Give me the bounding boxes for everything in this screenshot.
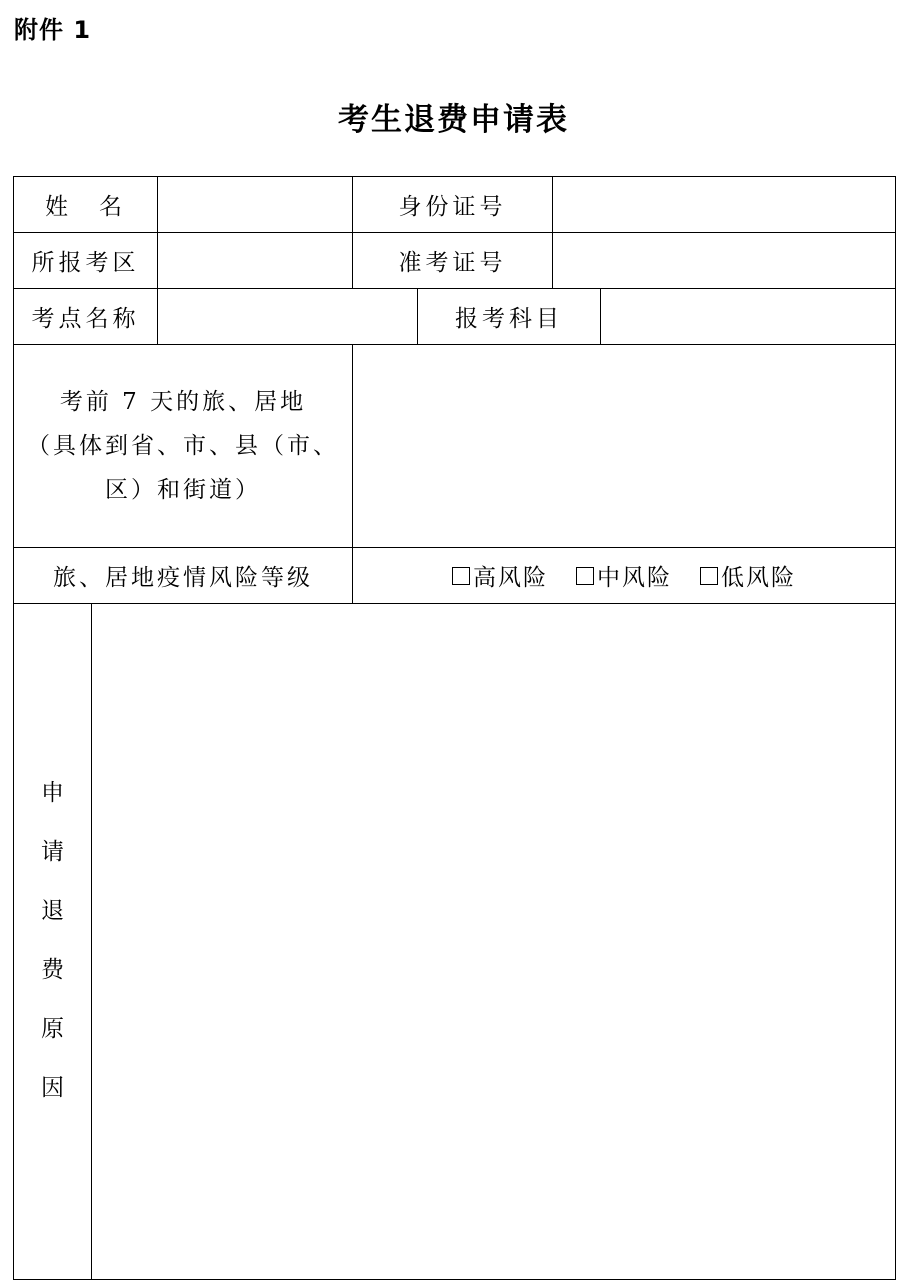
travel-history-line: 考前 7 天的旅、居地 xyxy=(59,389,307,415)
high-risk-label: 高风险 xyxy=(473,565,548,591)
id-number-label: 身份证号 xyxy=(398,194,507,220)
exam-area-field[interactable] xyxy=(158,233,352,288)
travel-history-line: （具体到省、市、县（市、 xyxy=(27,433,339,459)
exam-site-label: 考点名称 xyxy=(31,306,140,332)
refund-reason-char: 申 xyxy=(41,780,64,806)
risk-option-high[interactable] xyxy=(452,559,548,592)
risk-level-options xyxy=(353,548,895,603)
form-title: 考生退费申请表 xyxy=(338,102,569,138)
table-border-right xyxy=(895,176,896,1280)
travel-history-field[interactable] xyxy=(353,345,895,547)
refund-reason-char: 请 xyxy=(41,839,64,865)
refund-reason-field[interactable] xyxy=(92,604,895,1279)
id-number-field[interactable] xyxy=(553,177,895,232)
refund-reason-char: 因 xyxy=(41,1075,64,1101)
refund-reason-char: 退 xyxy=(41,898,64,924)
risk-option-low[interactable] xyxy=(700,559,796,592)
refund-reason-char: 原 xyxy=(41,1016,64,1042)
exam-site-field[interactable] xyxy=(158,289,417,344)
name-label: 姓 名 xyxy=(45,194,126,220)
low-risk-label: 低风险 xyxy=(721,565,796,591)
refund-reason-char: 费 xyxy=(41,957,64,983)
low-risk-checkbox[interactable] xyxy=(700,567,718,585)
travel-history-label xyxy=(14,345,352,547)
admission-ticket-label: 准考证号 xyxy=(398,250,507,276)
exam-area-label: 所报考区 xyxy=(31,250,140,276)
refund-reason-label xyxy=(14,764,91,1124)
name-field[interactable] xyxy=(158,177,352,232)
attachment-label: 附件 1 xyxy=(14,16,92,44)
exam-subject-field[interactable] xyxy=(601,289,895,344)
risk-level-label: 旅、居地疫情风险等级 xyxy=(53,565,313,591)
risk-option-medium[interactable] xyxy=(576,559,672,592)
admission-ticket-field[interactable] xyxy=(553,233,895,288)
high-risk-checkbox[interactable] xyxy=(452,567,470,585)
table-border-bottom xyxy=(13,1279,896,1280)
travel-history-line: 区）和街道） xyxy=(105,477,261,503)
medium-risk-checkbox[interactable] xyxy=(576,567,594,585)
exam-subject-label: 报考科目 xyxy=(455,306,563,332)
medium-risk-label: 中风险 xyxy=(597,565,672,591)
